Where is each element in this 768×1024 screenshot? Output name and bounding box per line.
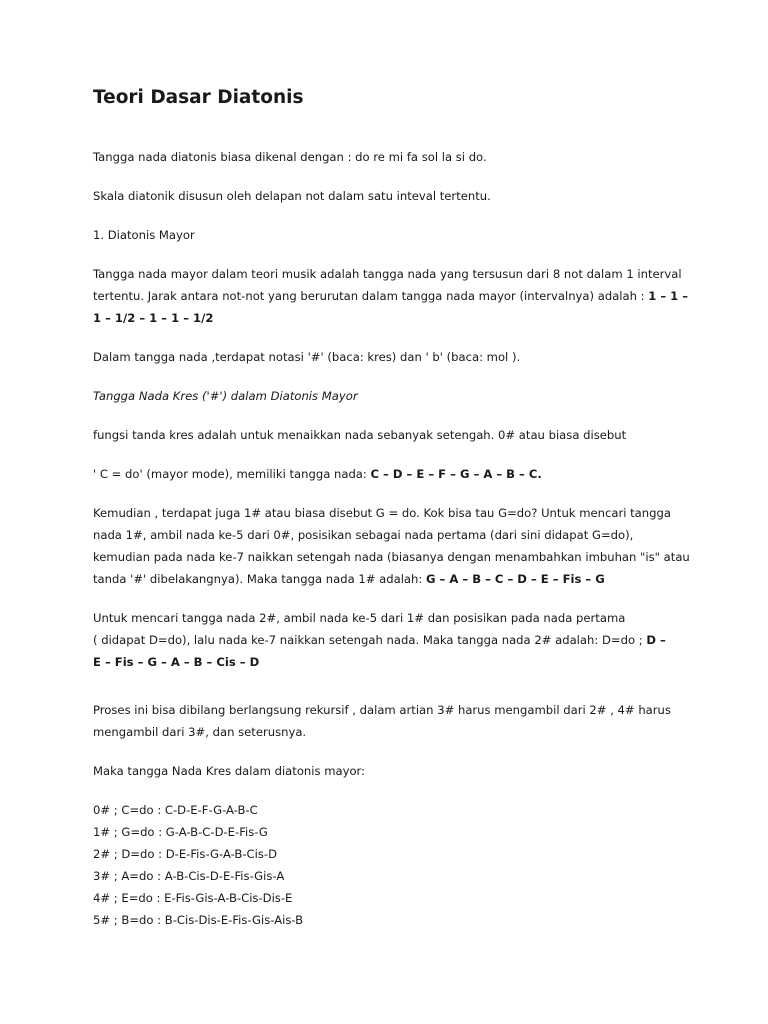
d-major-scale-rest: E – Fis – G – A – B – Cis – D (93, 655, 260, 669)
paragraph-one-sharp (93, 502, 693, 590)
paragraph-two-sharp-line2: ( didapat D=do), lalu nada ke-7 naikkan setengah nada. Maka tangga nada 2# adalah: D=do ; (93, 633, 647, 647)
paragraph-one-sharp-text: Kemudian , terdapat juga 1# atau biasa disebut G = do. Kok bisa tau G=do? Untuk mencari tangga nada 1#, ambil nada ke-5 dari 0#, posisikan sebagai nada pertama (dari sini didapat G=do), kemudian pada nada ke-7 naikkan setengah nada (biasanya dengan menambahkan imbuhan "is" atau tanda '#' dibelakangnya). Maka tangga nada 1# adalah: (93, 506, 690, 586)
subheading-kres (93, 385, 693, 407)
list-item: 4# ; E=do : E-Fis-Gis-A-B-Cis-Dis-E (93, 891, 293, 905)
paragraph-two-sharp (93, 607, 693, 673)
paragraph-list-intro: Maka tangga Nada Kres dalam diatonis mayor: (93, 764, 366, 778)
c-major-scale: C – D – E – F – G – A – B – C. (370, 467, 542, 481)
list-item: 1# ; G=do : G-A-B-C-D-E-Fis-G (93, 825, 268, 839)
paragraph-intro: Tangga nada diatonis biasa dikenal dengan : do re mi fa sol la si do. (93, 150, 487, 164)
scale-list (93, 799, 693, 931)
paragraph-recursive: Proses ini bisa dibilang berlangsung rekursif , dalam artian 3# harus mengambil dari 2# , 4# harus mengambil dari 3#, dan seterusnya. (93, 703, 671, 739)
document-page (93, 86, 693, 931)
paragraph-two-sharp-line1: Untuk mencari tangga nada 2#, ambil nada ke-5 dari 1# dan posisikan pada nada pertama (93, 611, 626, 625)
paragraph-major-scale (93, 263, 693, 329)
paragraph-c-do (93, 463, 693, 485)
paragraph-kres-function: fungsi tanda kres adalah untuk menaikkan nada sebanyak setengah. 0# atau biasa disebut (93, 428, 627, 442)
section-heading-diatonis-mayor: 1. Diatonis Mayor (93, 228, 195, 242)
interval-pattern: 1 – 1 – 1 – 1/2 – 1 – 1 – 1/2 (93, 289, 689, 325)
paragraph-scale-definition: Skala diatonik disusun oleh delapan not dalam satu inteval tertentu. (93, 189, 491, 203)
list-item: 3# ; A=do : A-B-Cis-D-E-Fis-Gis-A (93, 869, 285, 883)
list-item: 0# ; C=do : C-D-E-F-G-A-B-C (93, 803, 258, 817)
paragraph-c-do-text: ' C = do' (mayor mode), memiliki tangga nada: (93, 467, 371, 481)
paragraph-major-scale-text: Tangga nada mayor dalam teori musik adalah tangga nada yang tersusun dari 8 not dalam 1 interval tertentu. Jarak antara not-not yang berurutan dalam tangga nada mayor (intervalnya) adalah : (93, 267, 682, 303)
list-item: 2# ; D=do : D-E-Fis-G-A-B-Cis-D (93, 847, 278, 861)
d-major-scale-start: D – (646, 633, 666, 647)
g-major-scale: G – A – B – C – D – E – Fis – G (425, 572, 605, 586)
subheading-kres-text: Tangga Nada Kres ('#') dalam Diatonis Mayor (93, 389, 358, 403)
paragraph-notation: Dalam tangga nada ,terdapat notasi '#' (baca: kres) dan ' b' (baca: mol ). (93, 350, 521, 364)
page-title: Teori Dasar Diatonis (93, 87, 304, 108)
list-item: 5# ; B=do : B-Cis-Dis-E-Fis-Gis-Ais-B (93, 913, 304, 927)
